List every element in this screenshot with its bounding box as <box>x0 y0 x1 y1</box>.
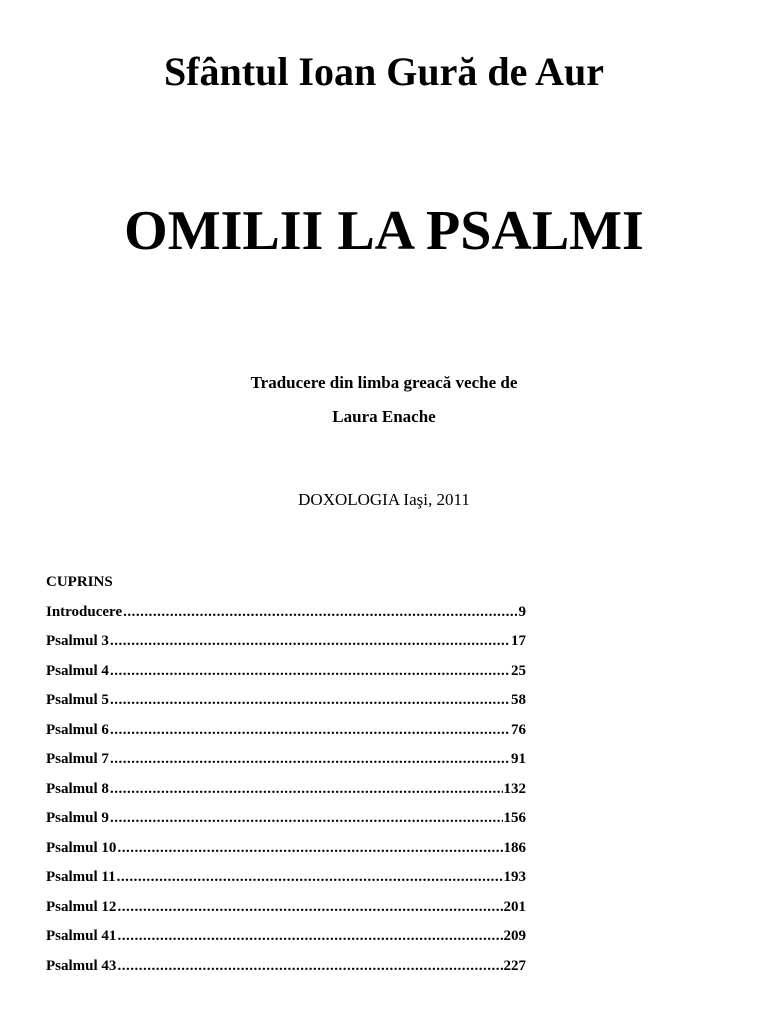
toc-entry <box>46 631 526 651</box>
toc-entry <box>46 661 526 681</box>
toc-leader-dots <box>110 690 510 710</box>
toc-entry-page: 76 <box>511 721 526 738</box>
toc-entry <box>46 749 526 769</box>
table-of-contents <box>46 572 526 985</box>
author-name: Sfântul Ioan Gură de Aur <box>163 49 605 94</box>
toc-entry-label: Psalmul 7 <box>46 751 109 767</box>
toc-entry-page: 201 <box>503 898 526 915</box>
publisher-info: DOXOLOGIA Iaşi, 2011 <box>298 490 470 509</box>
toc-entry <box>46 720 526 740</box>
toc-entry-label: Psalmul 5 <box>46 692 109 708</box>
toc-leader-dots <box>110 631 510 651</box>
toc-entry <box>46 808 526 828</box>
toc-leader-dots <box>110 749 510 769</box>
toc-leader-dots <box>110 808 503 828</box>
toc-entry-page: 227 <box>503 957 526 974</box>
toc-entry-label: Introducere <box>46 603 123 620</box>
toc-heading: CUPRINS <box>46 574 113 590</box>
toc-entry <box>46 779 526 799</box>
toc-entry-page: 91 <box>511 751 526 767</box>
toc-entry-page: 25 <box>511 662 526 679</box>
toc-entry-label: Psalmul 3 <box>46 633 109 649</box>
toc-entry <box>46 867 526 887</box>
toc-entry-label: Psalmul 8 <box>46 780 109 797</box>
toc-entry-label: Psalmul 4 <box>46 662 109 679</box>
toc-leader-dots <box>117 897 502 917</box>
toc-entry-page: 156 <box>503 810 526 826</box>
toc-entry-page: 9 <box>518 603 526 620</box>
toc-entry <box>46 926 526 946</box>
toc-entry-page: 58 <box>511 692 526 708</box>
toc-entry-page: 193 <box>503 869 526 885</box>
toc-entry-page: 132 <box>503 780 526 797</box>
toc-entry-label: Psalmul 9 <box>46 810 109 826</box>
toc-entry-label: Psalmul 10 <box>46 839 117 856</box>
toc-entry <box>46 838 526 858</box>
translator-name: Laura Enache <box>332 407 436 426</box>
toc-entry-page: 209 <box>503 928 526 944</box>
toc-leader-dots <box>117 926 502 946</box>
toc-entry-page: 17 <box>511 633 526 649</box>
toc-entry-label: Psalmul 41 <box>46 928 117 944</box>
toc-entry-label: Psalmul 12 <box>46 898 117 915</box>
toc-leader-dots <box>117 867 503 887</box>
toc-leader-dots <box>117 956 502 976</box>
toc-leader-dots <box>110 779 503 799</box>
toc-entry <box>46 897 526 917</box>
toc-entry-label: Psalmul 6 <box>46 721 109 738</box>
toc-entry <box>46 956 526 976</box>
translation-note: Traducere din limba greacă veche de <box>250 373 518 392</box>
toc-leader-dots <box>110 720 510 740</box>
toc-entry <box>46 602 526 622</box>
toc-leader-dots <box>110 661 510 681</box>
toc-leader-dots <box>117 838 502 858</box>
toc-entry-label: Psalmul 11 <box>46 869 116 885</box>
toc-entry <box>46 690 526 710</box>
toc-leader-dots <box>123 602 517 622</box>
book-title: OMILII LA PSALMI <box>124 200 644 262</box>
toc-entry-page: 186 <box>503 839 526 856</box>
toc-entry-label: Psalmul 43 <box>46 957 117 974</box>
